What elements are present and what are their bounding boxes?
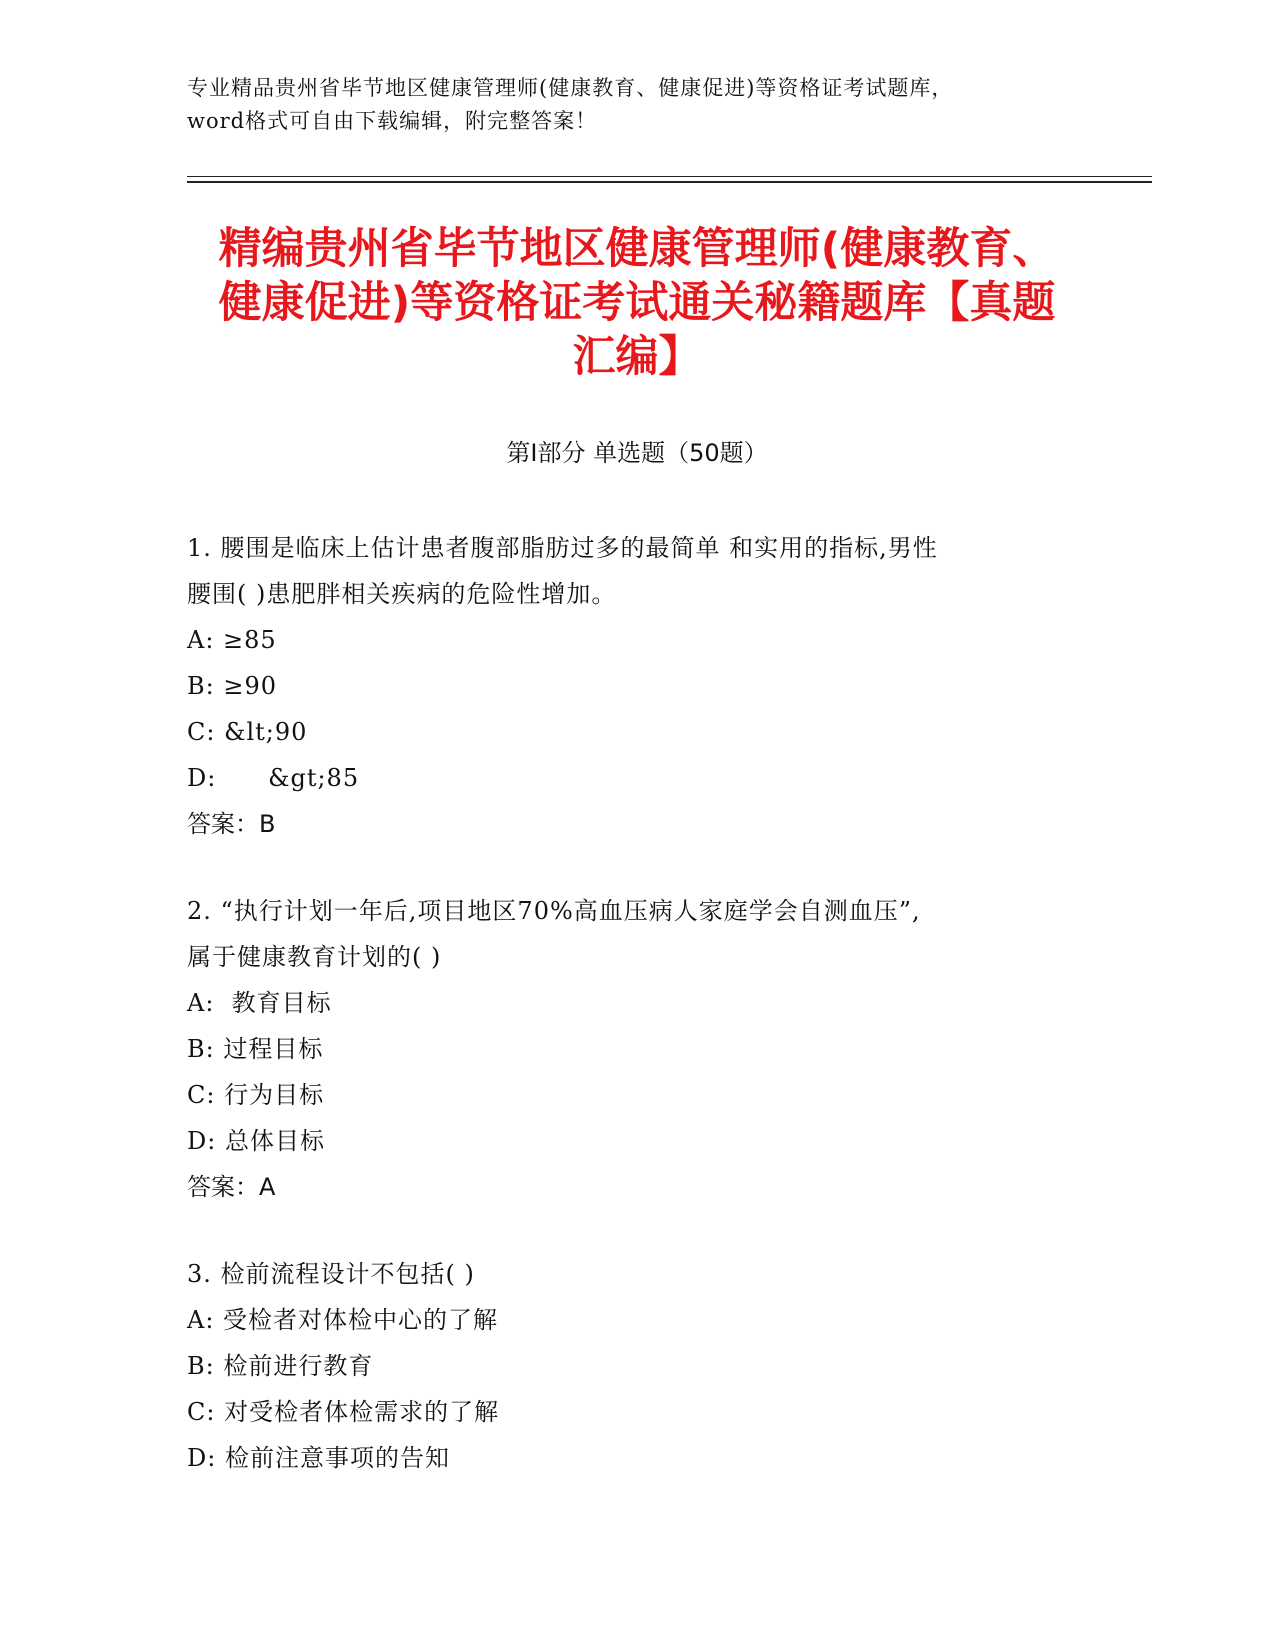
question-stem-line: 1. 腰围是临床上估计患者腹部脂肪过多的最简单 和实用的指标,男性 [187, 534, 938, 562]
question-stem-line: 3. 检前流程设计不包括( ) [187, 1260, 475, 1288]
option-a: A: 教育目标 [187, 989, 332, 1017]
question-stem-line: 属于健康教育计划的( ) [187, 943, 442, 971]
option-d: D: &gt;85 [187, 764, 360, 792]
question-2 [187, 888, 1087, 1210]
option-c: C: &lt;90 [187, 718, 308, 746]
question-stem [187, 525, 1087, 617]
option-b: B: 过程目标 [187, 1035, 324, 1063]
option-d: D: 总体目标 [187, 1127, 325, 1155]
question-1 [187, 525, 1087, 847]
option-d: D: 检前注意事项的告知 [187, 1444, 450, 1472]
title-line-1: 精编贵州省毕节地区健康管理师(健康教育、 [218, 224, 1056, 274]
question-3 [187, 1251, 1087, 1481]
section-heading: 第Ⅰ部分 单选题（50题） [506, 439, 768, 467]
header-note-line-2: word格式可自由下载编辑，附完整答案！ [187, 109, 598, 133]
question-stem [187, 1251, 1087, 1297]
question-stem-line: 2. “执行计划一年后,项目地区70%高血压病人家庭学会自测血压”, [187, 897, 921, 925]
option-b: B: ≥90 [187, 672, 277, 700]
question-stem-line: 腰围( )患肥胖相关疾病的危险性增加。 [187, 580, 617, 608]
header-note [187, 72, 1087, 138]
header-note-line-1: 专业精品贵州省毕节地区健康管理师(健康教育、健康促进)等资格证考试题库， [187, 76, 954, 100]
option-c: C: 行为目标 [187, 1081, 325, 1109]
header-divider-top [187, 176, 1152, 177]
option-c: C: 对受检者体检需求的了解 [187, 1398, 500, 1426]
question-stem [187, 888, 1087, 980]
title-line-3: 汇编】 [572, 332, 702, 382]
document-title [187, 222, 1087, 384]
title-line-2: 健康促进)等资格证考试通关秘籍题库【真题 [218, 278, 1056, 328]
option-a: A: 受检者对体检中心的了解 [187, 1306, 499, 1334]
option-b: B: 检前进行教育 [187, 1352, 374, 1380]
header-divider-bottom [187, 181, 1152, 183]
answer: 答案：A [187, 1173, 276, 1201]
answer: 答案：B [187, 810, 276, 838]
option-a: A: ≥85 [187, 626, 277, 654]
